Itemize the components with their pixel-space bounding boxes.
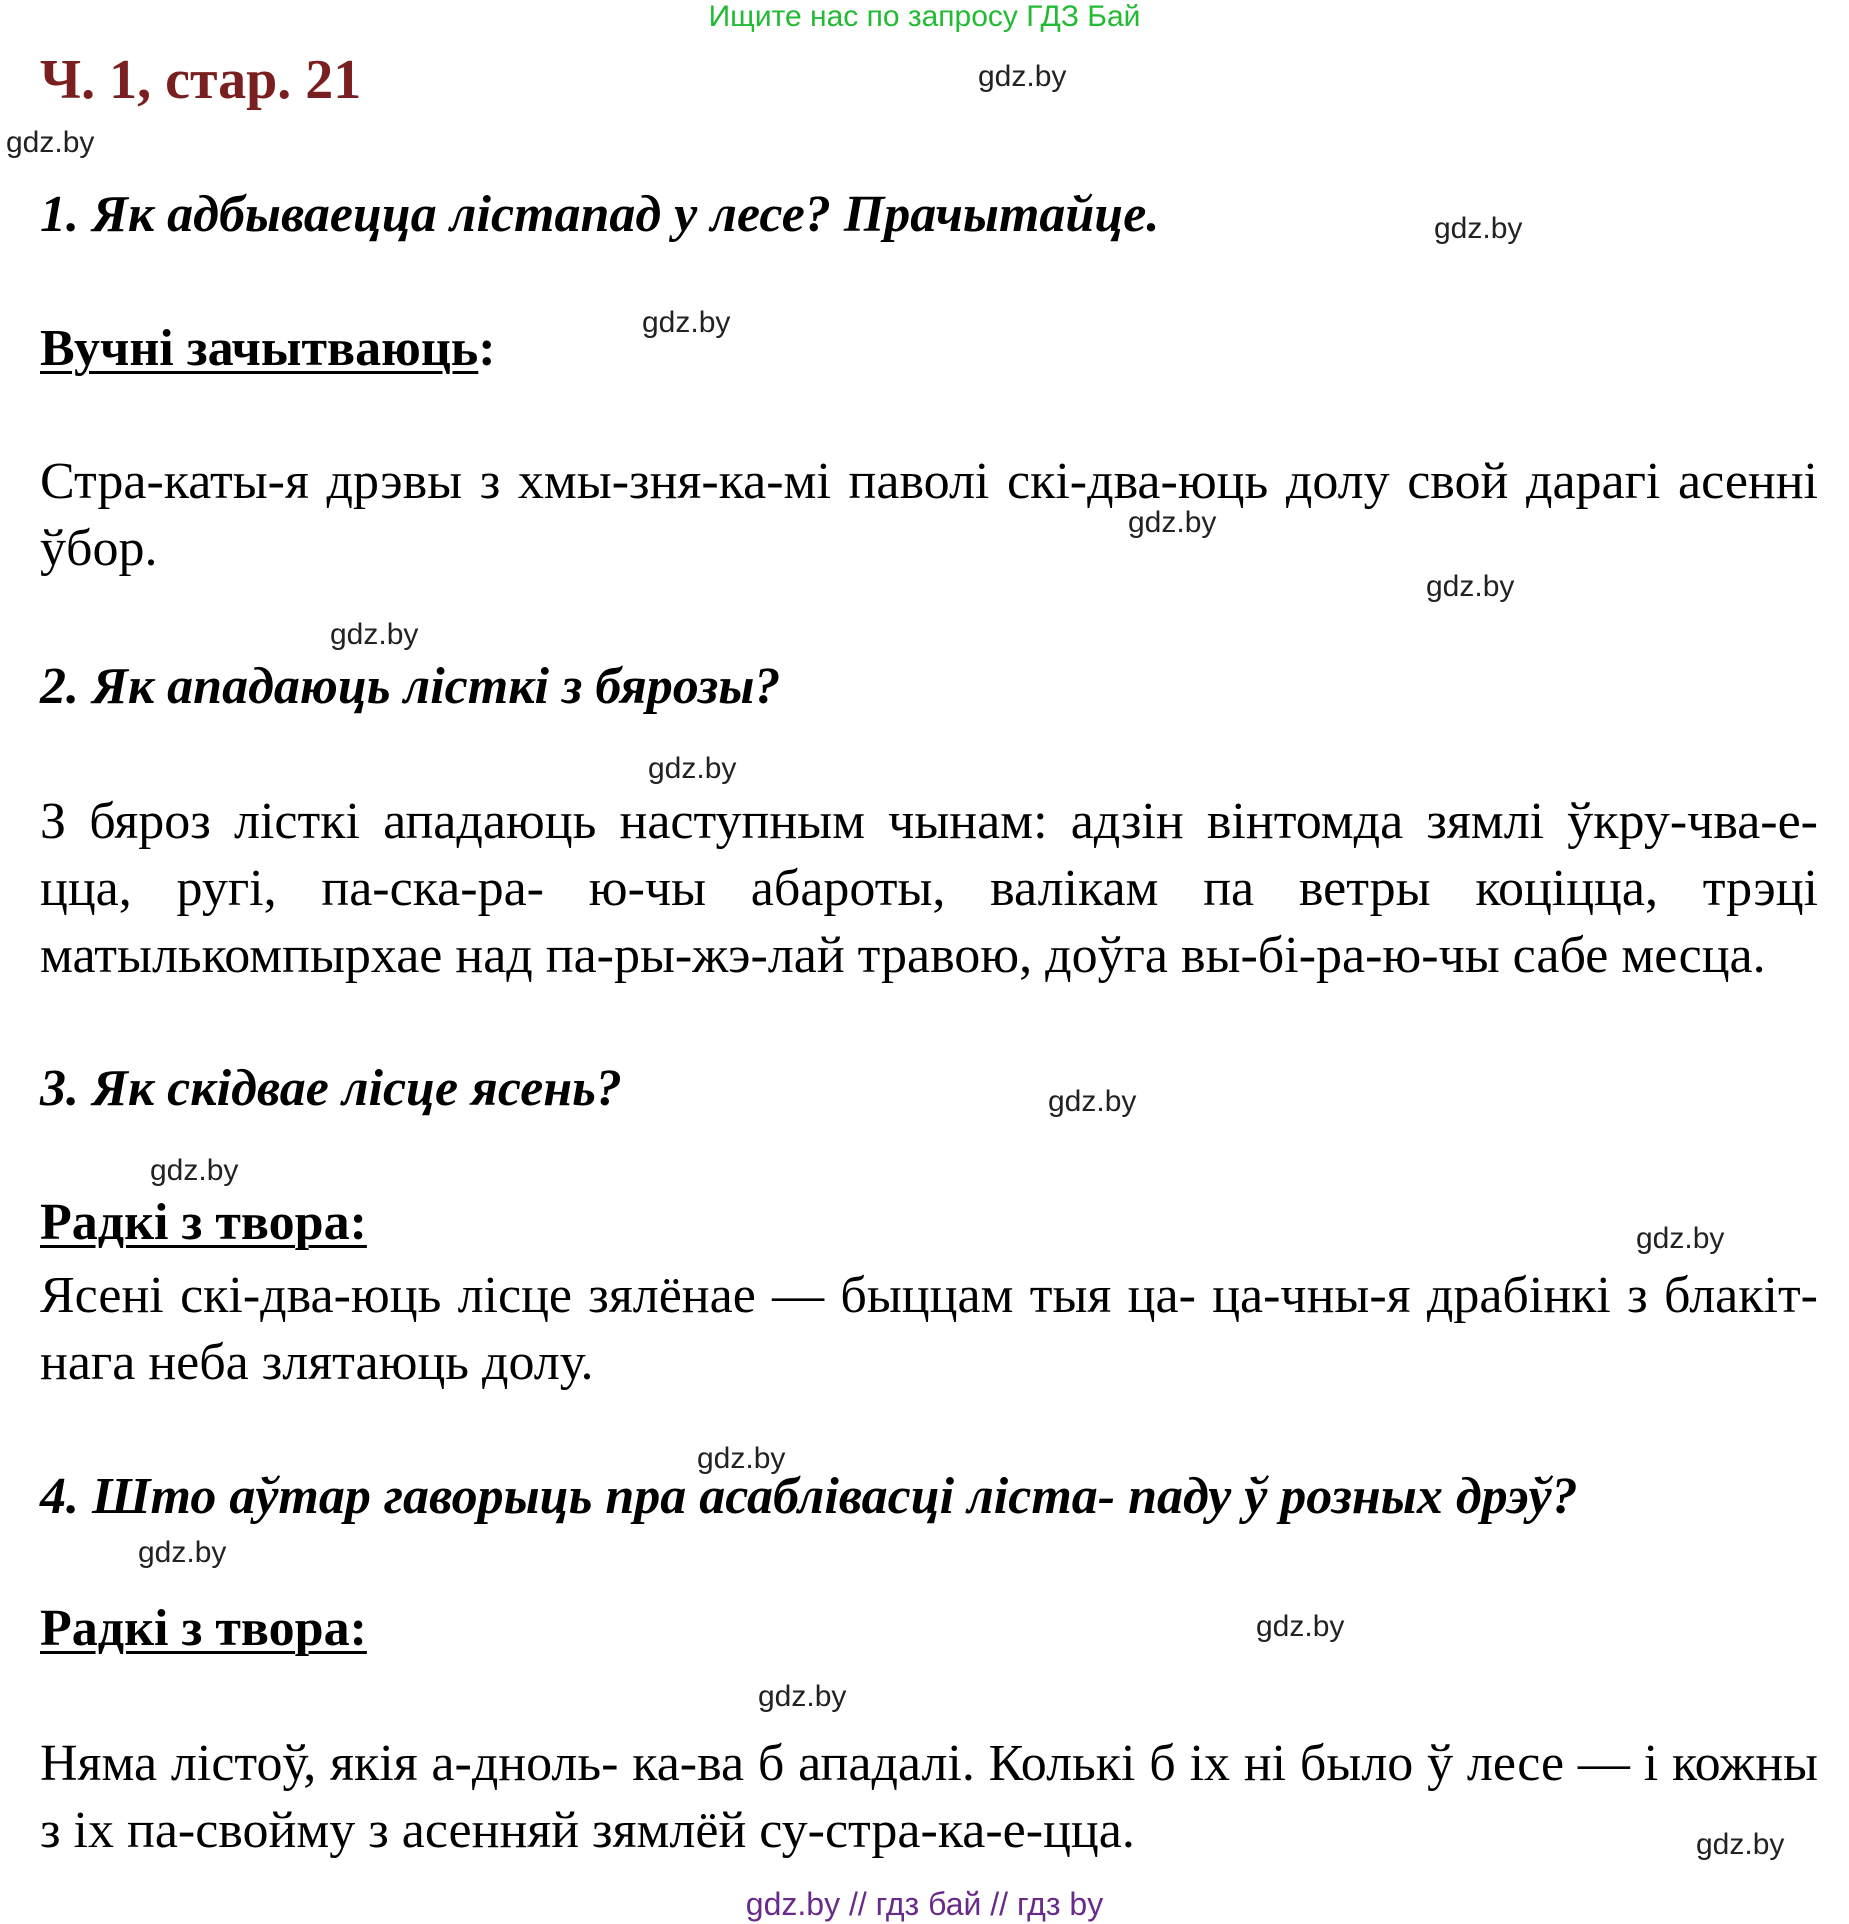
watermark: gdz.by bbox=[648, 752, 737, 785]
answer-heading-4 bbox=[40, 1598, 367, 1660]
question-2: 2. Як ападаюць лісткі з бярозы? bbox=[40, 658, 781, 715]
watermark: gdz.by bbox=[697, 1442, 786, 1475]
watermark: gdz.by bbox=[1128, 506, 1217, 539]
question-1: 1. Як адбываецца лістапад у лесе? Прачытайце. bbox=[40, 186, 1160, 243]
watermark: gdz.by bbox=[138, 1536, 227, 1569]
answer-heading-1-text: Вучні зачытваюць bbox=[40, 320, 479, 377]
answer-heading-1-colon: : bbox=[478, 320, 496, 377]
question-4: 4. Што аўтар гаворыць пра асаблівасці ліста- паду ў розных дрэў? bbox=[40, 1468, 1578, 1525]
watermark: gdz.by bbox=[6, 126, 95, 159]
question-3: 3. Як скідвае лісце ясень? bbox=[40, 1060, 622, 1117]
top-banner: Ищите нас по запросу ГДЗ Бай bbox=[708, 0, 1141, 33]
page-title: Ч. 1, стар. 21 bbox=[40, 49, 362, 111]
watermark: gdz.by bbox=[642, 306, 731, 339]
answer-4: Няма лістоў, якія а-дноль- ка-ва б ападалі. Колькі б іх ні было ў лесе — і кожны з іх па-свойму з асенняй зямлёй су-стра-ка-е-цца. bbox=[40, 1735, 1818, 1859]
watermark: gdz.by bbox=[1696, 1828, 1785, 1861]
watermark: gdz.by bbox=[1048, 1085, 1137, 1118]
answer-1: Стра-каты-я дрэвы з хмы-зня-ка-мі паволі скі-два-юць долу свой дарагі асенні ўбор. bbox=[40, 453, 1818, 577]
watermark: gdz.by bbox=[978, 60, 1067, 93]
answer-heading-1 bbox=[40, 318, 496, 380]
watermark: gdz.by bbox=[150, 1154, 239, 1187]
watermark: gdz.by bbox=[1256, 1610, 1345, 1643]
answer-heading-3 bbox=[40, 1192, 367, 1254]
watermark: gdz.by bbox=[1434, 212, 1523, 245]
footer: gdz.by // гдз бай // гдз by bbox=[745, 1886, 1104, 1922]
watermark: gdz.by bbox=[330, 618, 419, 651]
answer-3: Ясені скі-два-юць лісце зялёнае — быццам тыя ца- ца-чны-я драбінкі з блакіт- нага неба злятаюць долу. bbox=[40, 1267, 1818, 1391]
answer-heading-4-text: Радкі з твора: bbox=[40, 1600, 367, 1657]
watermark: gdz.by bbox=[758, 1680, 847, 1713]
watermark: gdz.by bbox=[1636, 1222, 1725, 1255]
answer-2: З бяроз лісткі ападаюць наступным чынам: адзін вінтомда зямлі ўкру-чва-е-цца, ругі, па-ска-ра- ю-чы абароты, валікам па ветры коціцца, трэці матылькомпырхае над па-ры-жэ-лай травою, доўга вы-бі-ра-ю-чы сабе месца. bbox=[40, 793, 1818, 984]
watermark: gdz.by bbox=[1426, 570, 1515, 603]
answer-heading-3-text: Радкі з твора: bbox=[40, 1194, 367, 1251]
